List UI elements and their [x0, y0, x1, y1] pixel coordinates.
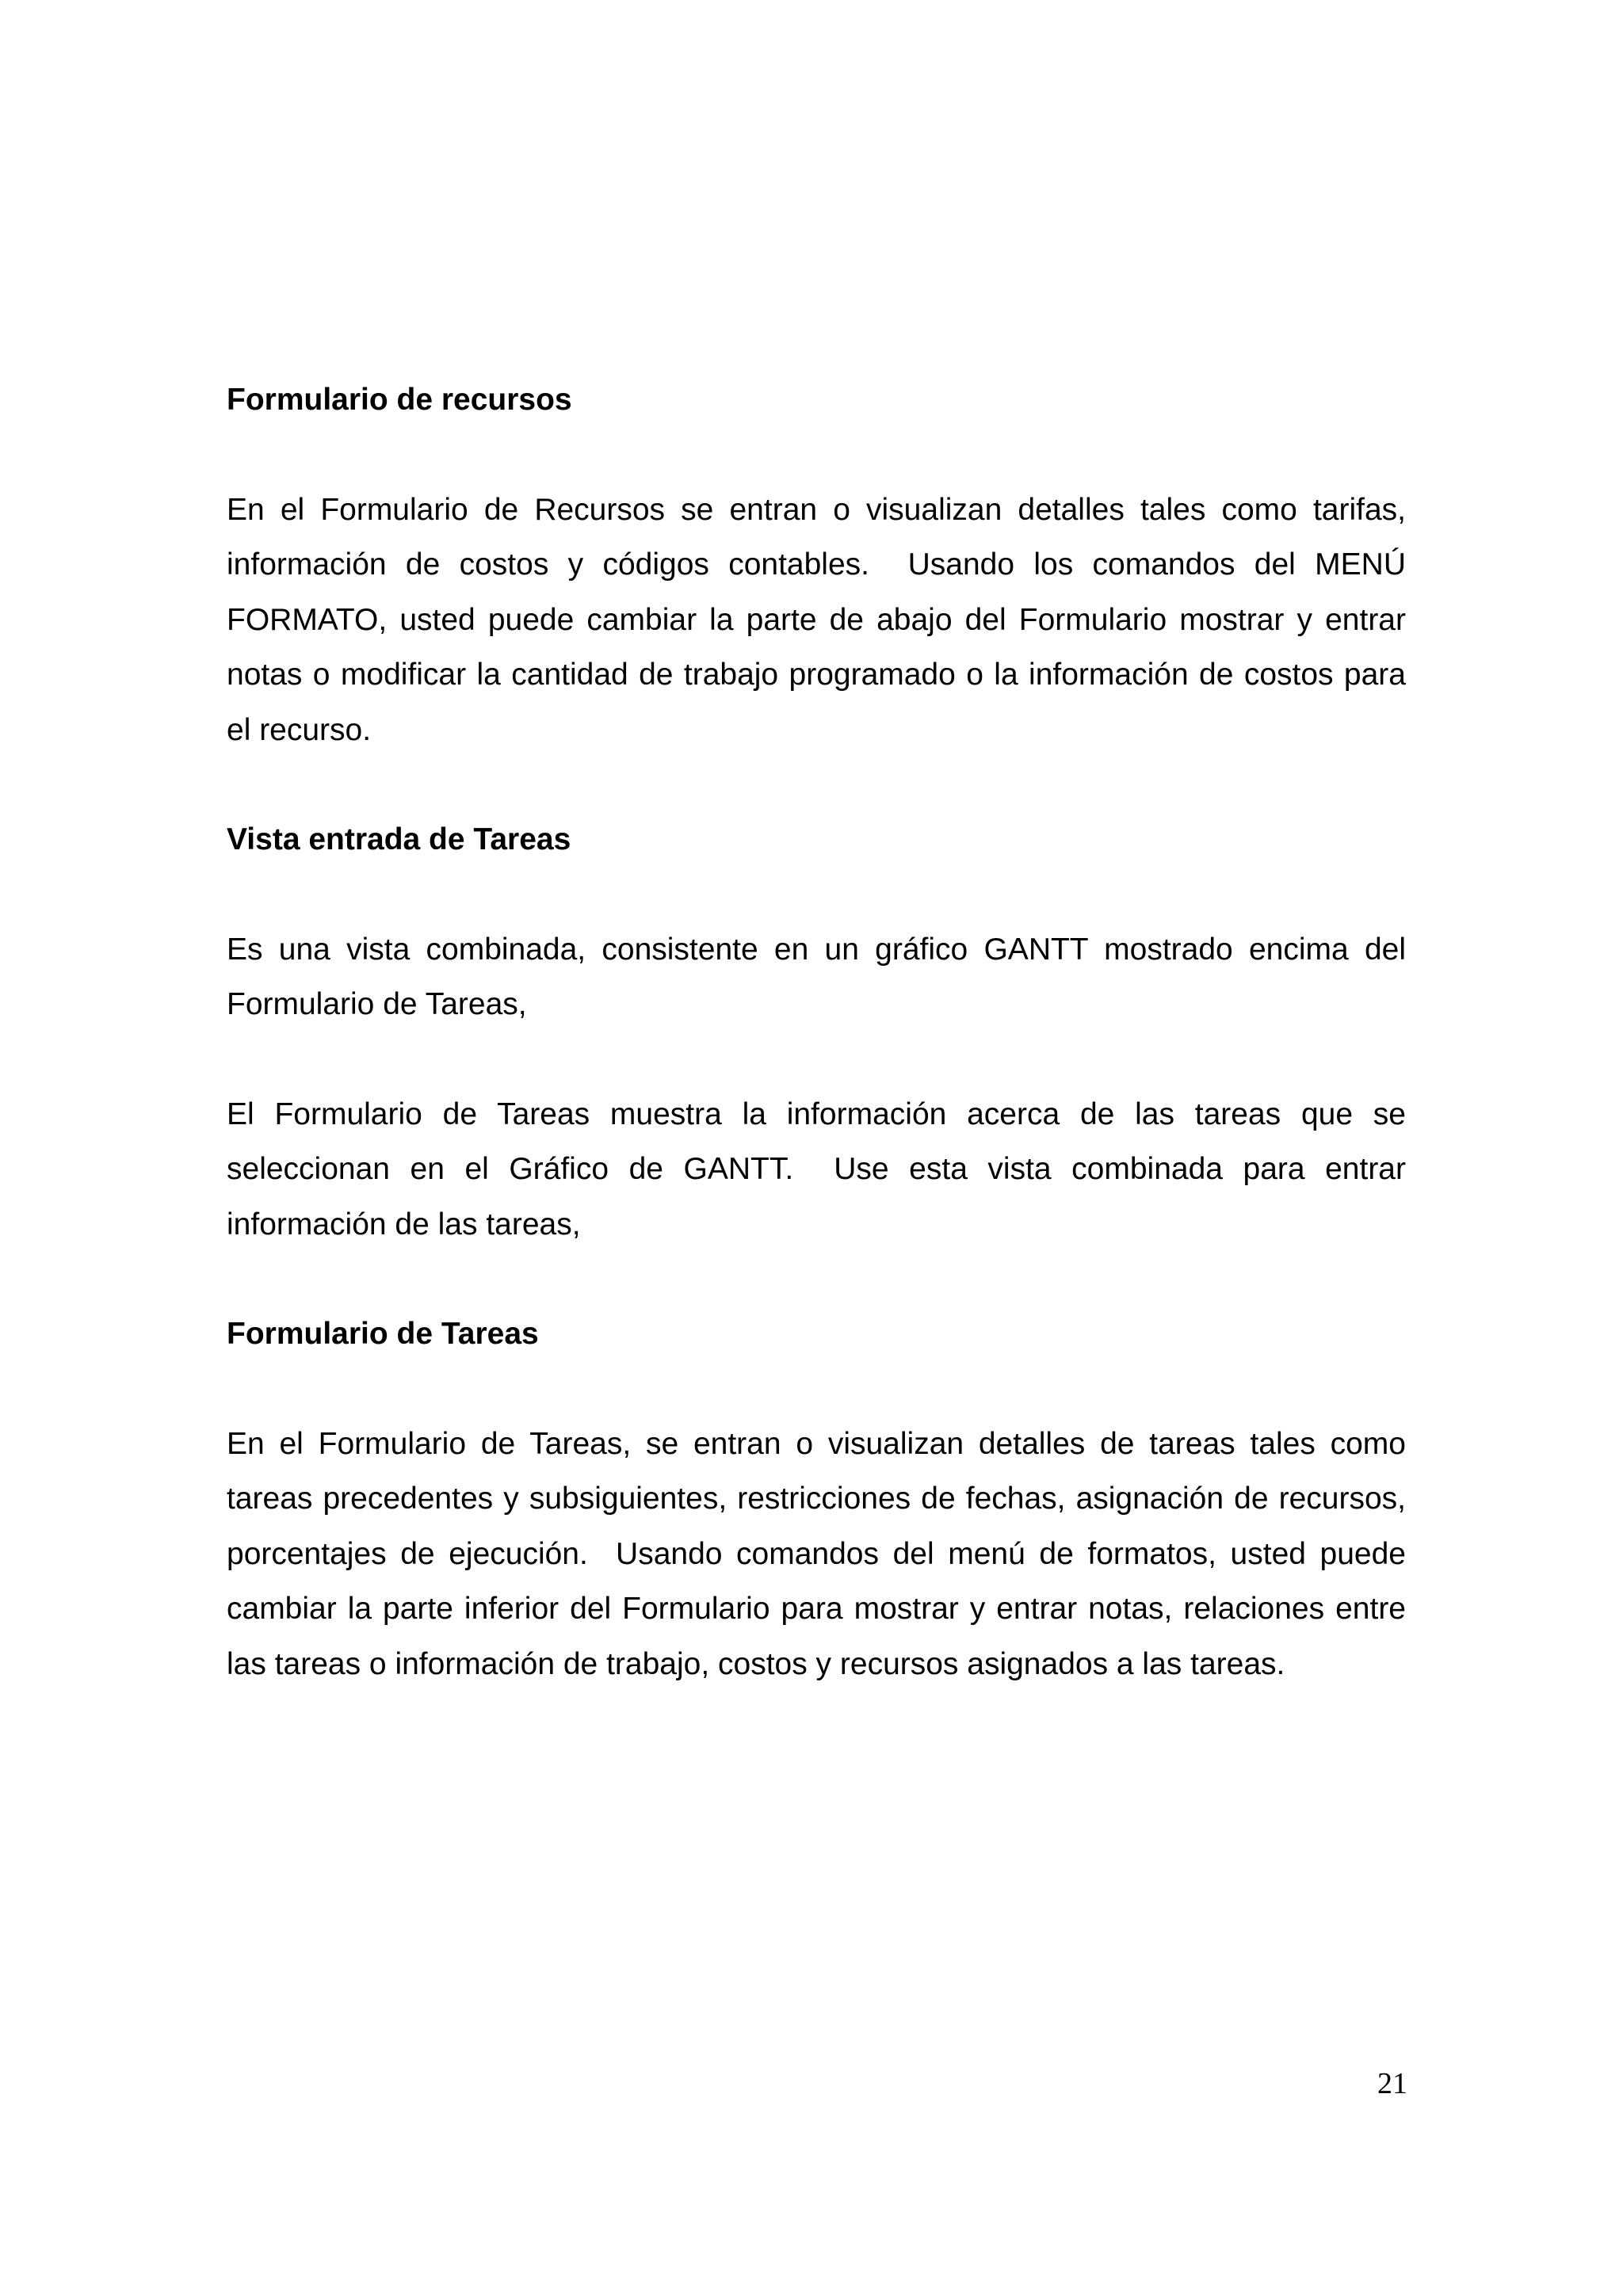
section-heading-formulario-recursos: Formulario de recursos [227, 383, 572, 417]
section-heading-formulario-tareas: Formulario de Tareas [227, 1317, 539, 1351]
paragraph-formulario-tareas-muestra: El Formulario de Tareas muestra la información acerca de las tareas que se seleccionan en el Gráfico de GANTT. Use esta vista combinada para entrar información de las tareas, [227, 1097, 1415, 1241]
paragraph-vista-combinada: Es una vista combinada, consistente en un gráfico GANTT mostrado encima del Formulario de Tareas, [227, 932, 1415, 1021]
page-number: 21 [1377, 2067, 1407, 2100]
paragraph-formulario-tareas: En el Formulario de Tareas, se entran o visualizan detalles de tareas tales como tareas precedentes y subsiguientes, restricciones de fechas, asignación de recursos, porcentajes de ejecución. Usando comandos del menú de formatos, usted puede cambiar la parte inferior del Formulario para mostrar y entrar notas, relaciones entre las tareas o información de trabajo, costos y recursos asignados a las tareas. [227, 1426, 1415, 1681]
page-body [227, 372, 1415, 1746]
paragraph-formulario-recursos: En el Formulario de Recursos se entran o visualizan detalles tales como tarifas, información de costos y códigos contables. Usando los comandos del MENÚ FORMATO, usted puede cambiar la parte de abajo del Formulario mostrar y entrar notas o modificar la cantidad de trabajo programado o la información de costos para el recurso. [227, 492, 1415, 747]
section-heading-vista-entrada-tareas: Vista entrada de Tareas [227, 822, 571, 856]
